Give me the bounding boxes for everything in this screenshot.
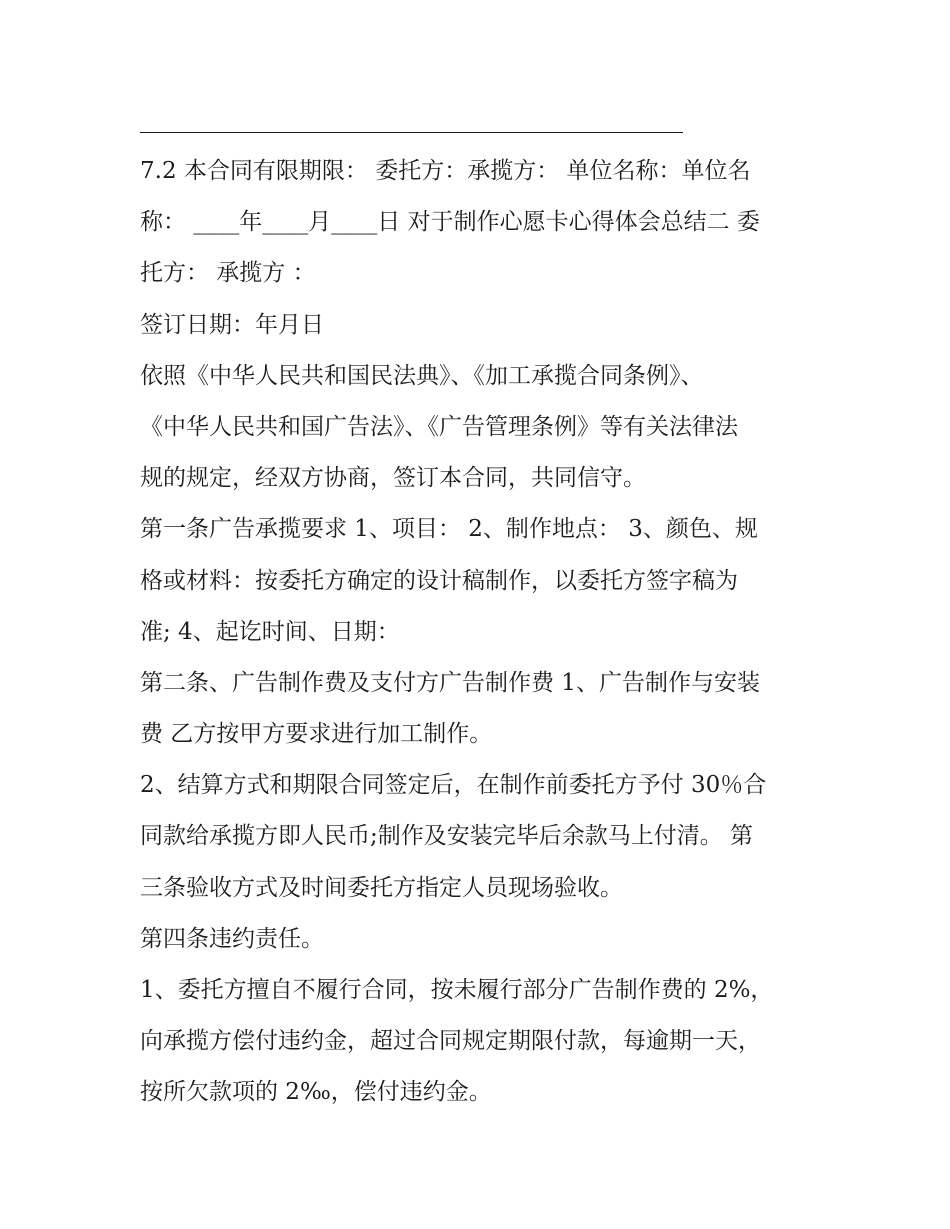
text-line: 第二条、广告制作费及支付方广告制作费 1、广告制作与安装 (140, 669, 760, 696)
text-line: 同款给承揽方即人民币;制作及安装完毕后余款马上付清。 第 (140, 823, 754, 850)
text-line: 费 乙方按甲方要求进行加工制作。 (140, 721, 493, 748)
text-line: 依照《中华人民共和国民法典》、《加工承揽合同条例》、 (140, 362, 704, 389)
text-line: 7.2 本合同有限期限： 委托方：承揽方： 单位名称：单位名 (140, 158, 751, 184)
text-line: 格或材料：按委托方确定的设计稿制作，以委托方签字稿为 (140, 567, 738, 594)
text-line: 按所欠款项的 2‰，偿付违约金。 (140, 1079, 492, 1106)
contract-body (140, 146, 820, 1119)
text-line: 准; 4、起讫时间、日期： (140, 618, 400, 645)
text-line: 向承揽方偿付违约金，超过合同规定期限付款，每逾期一天， (140, 1028, 761, 1055)
text-line: 《中华人民共和国广告法》、《广告管理条例》等有关法律法 (140, 413, 738, 440)
text-line: 托方： 承揽方 ： (140, 260, 316, 287)
text-line: 第一条广告承揽要求 1、项目： 2、制作地点： 3、颜色、规 (140, 516, 758, 543)
text-line: 称： ____年____月____日 对于制作心愿卡心得体会总结二 委 (140, 209, 760, 236)
text-line: 规的规定，经双方协商，签订本合同，共同信守。 (140, 465, 646, 492)
text-line: 1、委托方擅自不履行合同，按未履行部分广告制作费的 2%， (140, 977, 774, 1003)
text-line: 第四条违约责任。 (140, 925, 324, 952)
text-line: 签订日期：年月日 (140, 311, 324, 338)
text-line: 2、结算方式和期限合同签定后，在制作前委托方予付 30％合 (140, 772, 767, 799)
text-line: 三条验收方式及时间委托方指定人员现场验收。 (140, 874, 623, 901)
top-divider-line (140, 132, 683, 133)
